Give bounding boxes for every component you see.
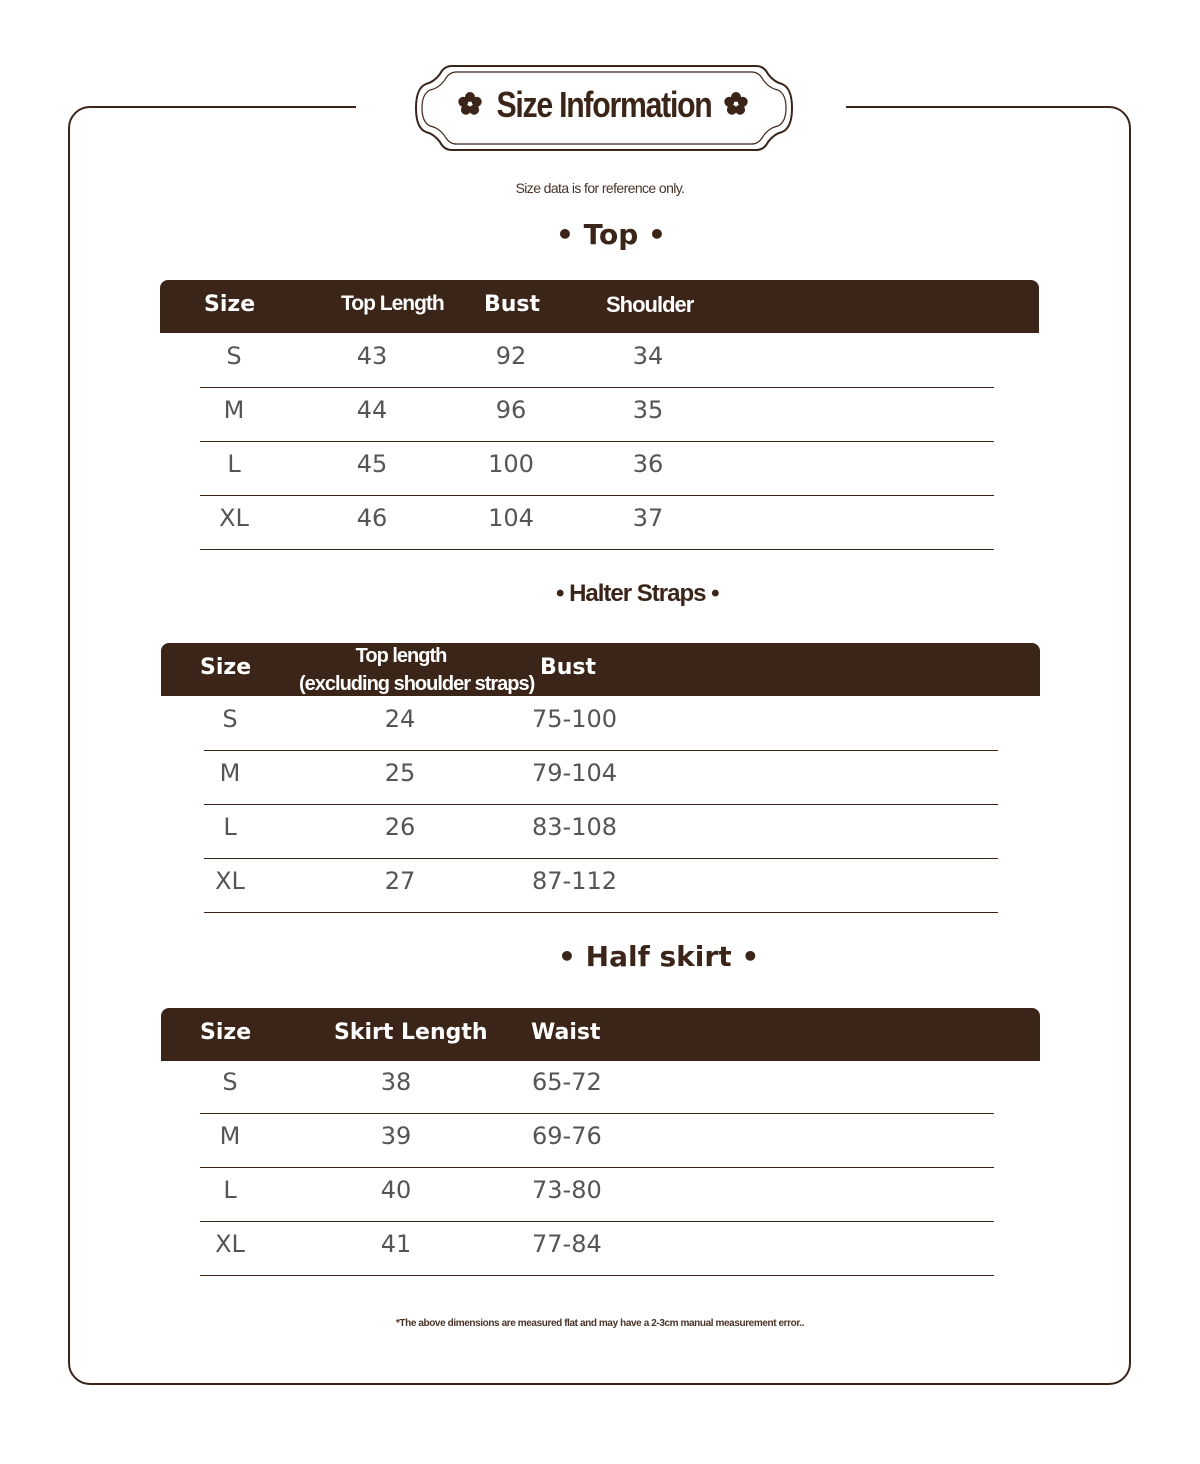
value-cell: 43 [356, 342, 388, 370]
value-cell: 96 [495, 396, 527, 424]
value-cell: 65-72 [532, 1068, 602, 1096]
row-divider [200, 1113, 994, 1114]
value-cell: 44 [356, 396, 388, 424]
section-title-skirt: • Half skirt • [558, 940, 760, 973]
page-title: Size Information [496, 84, 712, 125]
size-cell: S [222, 705, 238, 733]
size-cell: L [223, 813, 237, 841]
header-top-length: Top length [355, 645, 447, 667]
value-cell: 25 [384, 759, 416, 787]
header-shoulder: Shoulder [606, 292, 694, 317]
value-cell: 92 [495, 342, 527, 370]
value-cell: 83-108 [532, 813, 618, 841]
section-title-top: • Top • [556, 218, 666, 251]
header-size: Size [200, 1020, 252, 1045]
size-cell: L [223, 1176, 237, 1204]
value-cell: 40 [380, 1176, 412, 1204]
row-divider [204, 804, 998, 805]
value-cell: 35 [632, 396, 664, 424]
top-table-header [160, 280, 1039, 333]
value-cell: 100 [488, 450, 534, 478]
value-cell: 24 [384, 705, 416, 733]
value-cell: 36 [632, 450, 664, 478]
value-cell: 75-100 [532, 705, 618, 733]
skirt-table-header [161, 1008, 1040, 1061]
header-size: Size [200, 655, 252, 680]
value-cell: 87-112 [532, 867, 618, 895]
row-divider [200, 441, 994, 442]
row-divider [204, 858, 998, 859]
row-divider [200, 495, 994, 496]
header-size: Size [204, 292, 256, 317]
size-cell: M [219, 759, 241, 787]
reference-note: Size data is for reference only. [515, 180, 685, 196]
size-cell: S [226, 342, 242, 370]
value-cell: 45 [356, 450, 388, 478]
value-cell: 34 [632, 342, 664, 370]
value-cell: 39 [380, 1122, 412, 1150]
value-cell: 38 [380, 1068, 412, 1096]
size-cell: L [227, 450, 241, 478]
header-waist: Waist [531, 1020, 601, 1045]
value-cell: 26 [384, 813, 416, 841]
value-cell: 41 [380, 1230, 412, 1258]
size-cell: M [219, 1122, 241, 1150]
size-cell: XL [215, 1230, 245, 1258]
halter-table-header [161, 643, 1040, 696]
value-cell: 27 [384, 867, 416, 895]
row-divider [204, 750, 998, 751]
header-top-length: Top Length [341, 292, 444, 315]
measurement-note: *The above dimensions are measured flat and may have a 2-3cm manual measurement error.. [395, 1318, 805, 1329]
size-cell: S [222, 1068, 238, 1096]
value-cell: 79-104 [532, 759, 618, 787]
size-cell: M [223, 396, 245, 424]
row-divider [200, 1221, 994, 1222]
row-divider [200, 387, 994, 388]
value-cell: 37 [632, 504, 664, 532]
header-excluding-straps: (excluding shoulder straps) [299, 673, 535, 695]
value-cell: 77-84 [532, 1230, 602, 1258]
row-divider [204, 912, 998, 913]
header-bust: Bust [540, 655, 597, 680]
header-skirt-length: Skirt Length [334, 1020, 488, 1045]
row-divider [200, 1167, 994, 1168]
row-divider [200, 549, 994, 550]
value-cell: 69-76 [532, 1122, 602, 1150]
row-divider [200, 1275, 994, 1276]
size-cell: XL [219, 504, 249, 532]
value-cell: 46 [356, 504, 388, 532]
section-title-halter: • Halter Straps • [556, 580, 719, 607]
header-bust: Bust [484, 292, 541, 317]
size-cell: XL [215, 867, 245, 895]
value-cell: 73-80 [532, 1176, 602, 1204]
value-cell: 104 [488, 504, 534, 532]
